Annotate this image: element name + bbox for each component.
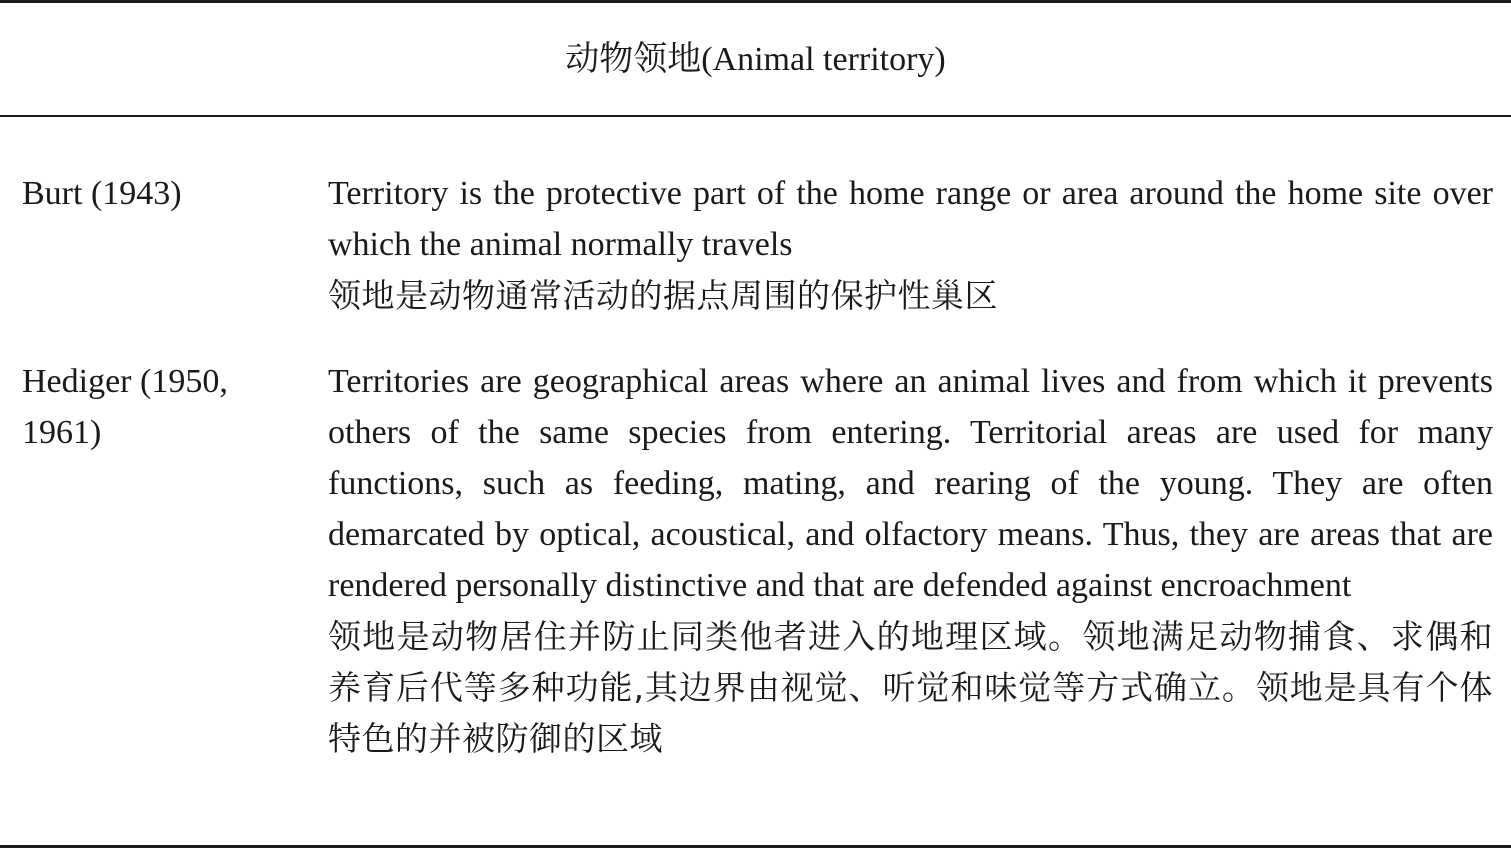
table-header-rule [0, 115, 1511, 117]
author-cell: Burt (1943) [22, 175, 182, 212]
definition-cell [328, 356, 1493, 764]
definition-chinese: 领地是动物通常活动的据点周围的保护性巢区 [328, 276, 998, 315]
definition-english: Territories are geographical areas where an animal lives and from which it prevents others of the same species from entering. Territorial areas are used for many functions, such as feeding, mating, and rearing of the young. They are often demarcated by optical, acoustical, and olfactory means. Thus, they are areas that are rendered personally distinctive and that are defended against encroachment [328, 363, 1493, 604]
definition-english: Territory is the protective part of the home range or area around the home site over which the animal normally travels [328, 175, 1493, 263]
table-top-rule [0, 0, 1511, 3]
table-title: 动物领地(Animal territory) [565, 41, 946, 78]
definition-cell [328, 168, 1493, 321]
definition-chinese: 领地是动物居住并防止同类他者进入的地理区域。领地满足动物捕食、求偶和养育后代等多种功能,其边界由视觉、听觉和味觉等方式确立。领地是具有个体特色的并被防御的区域 [328, 617, 1493, 758]
author-cell: Hediger (1950, 1961) [22, 363, 228, 451]
